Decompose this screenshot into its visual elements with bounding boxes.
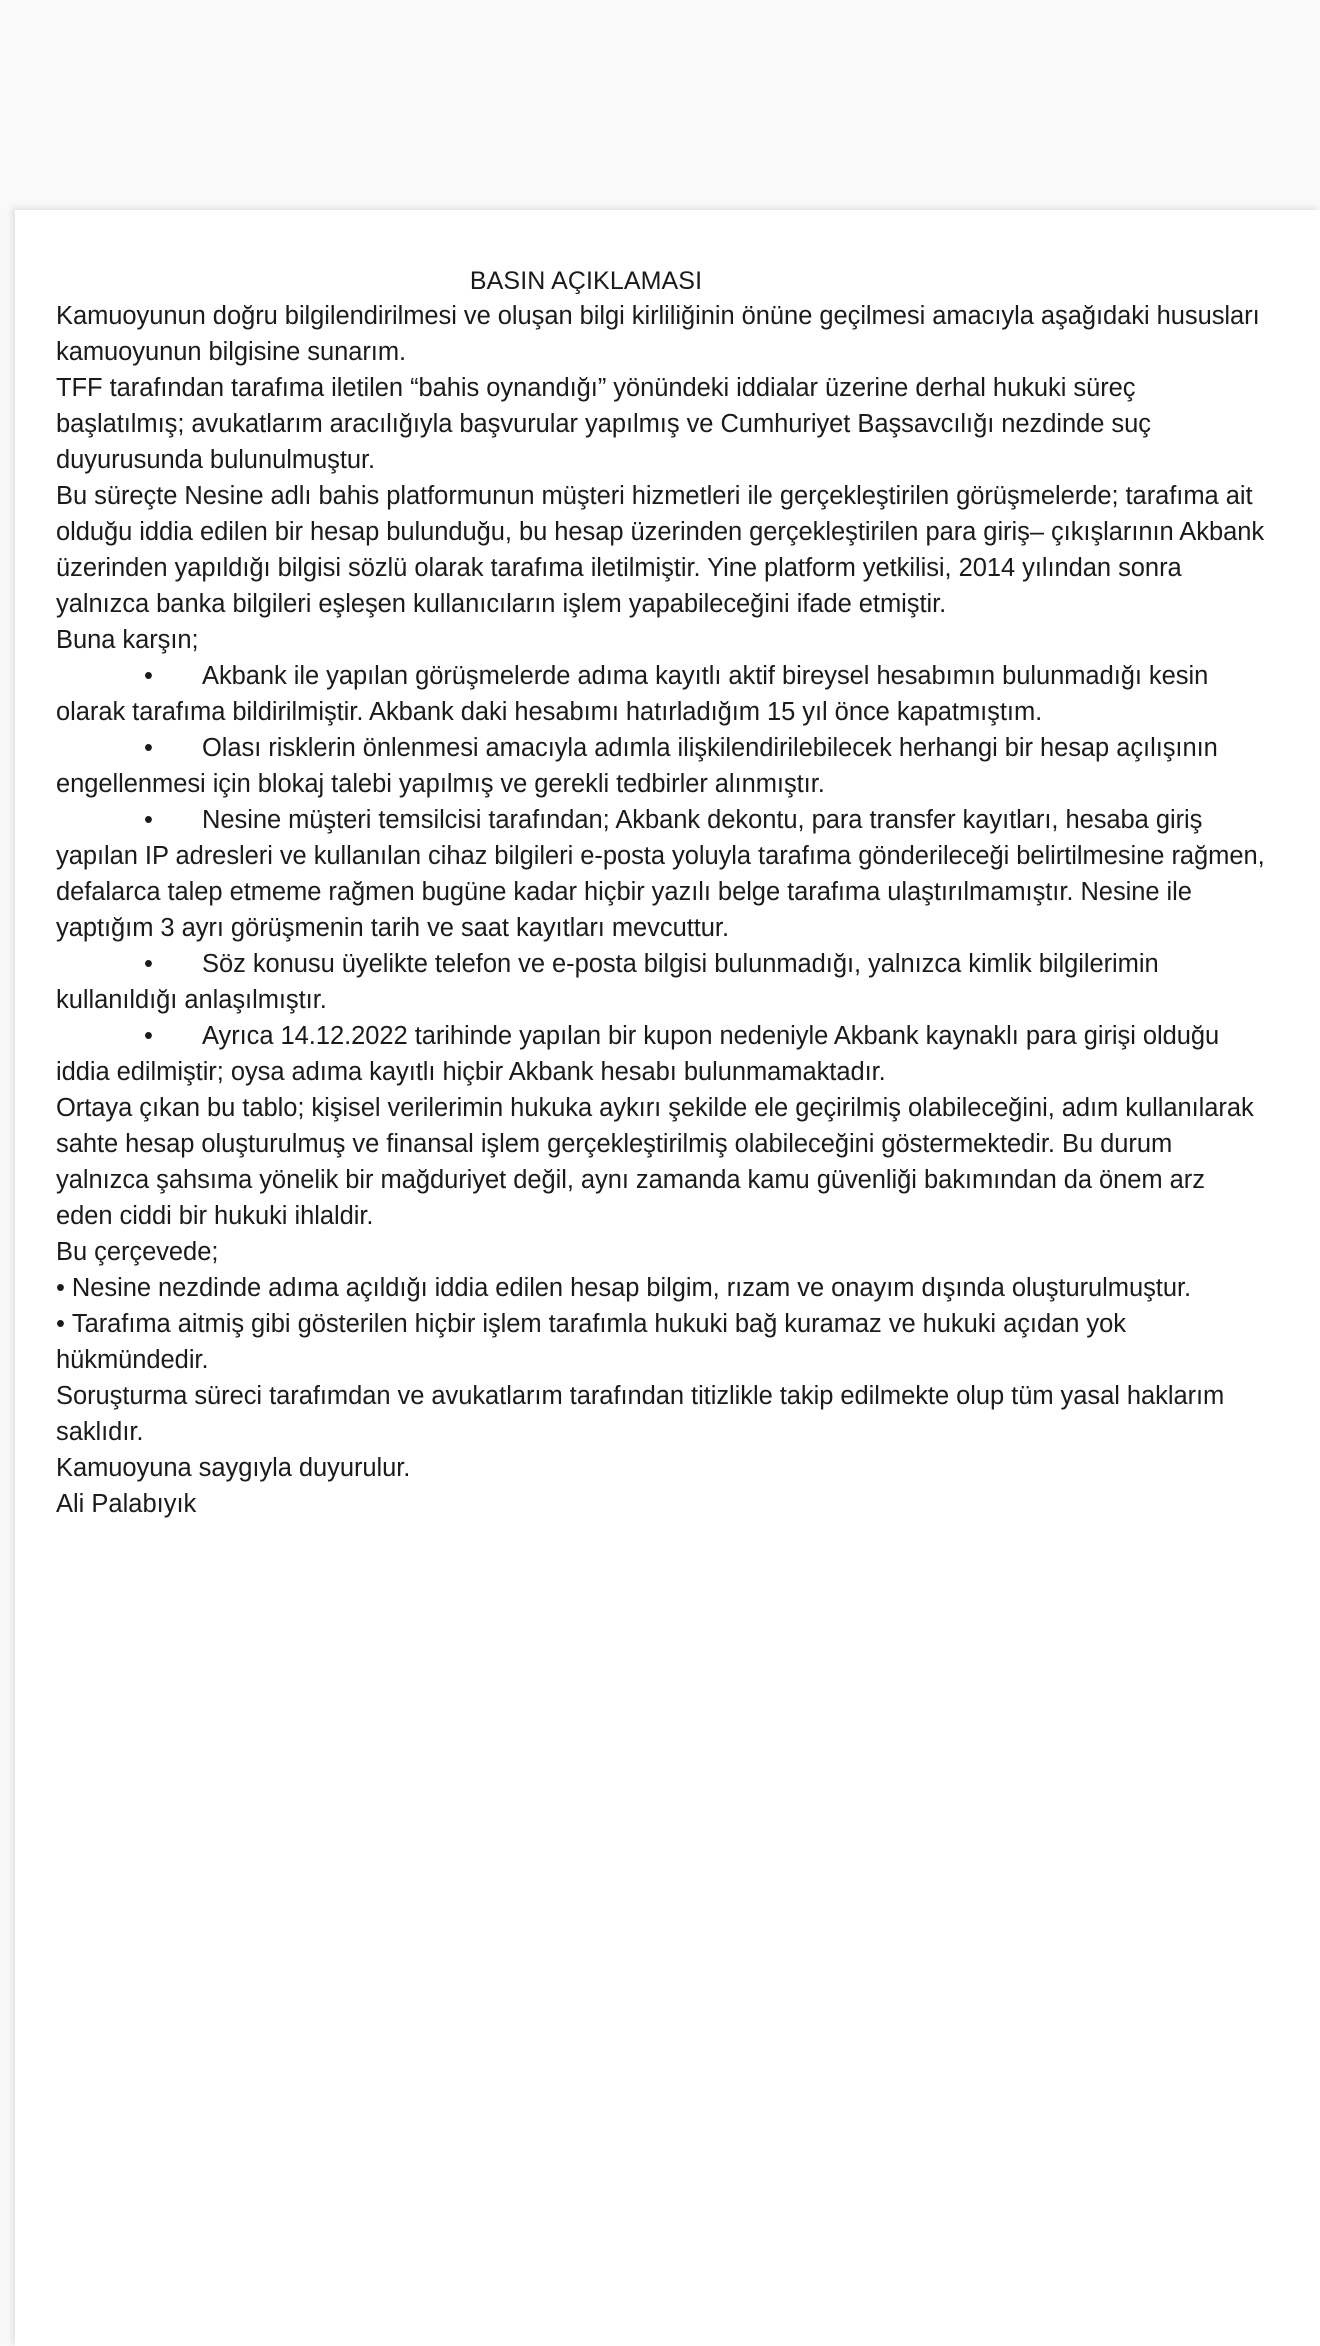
paragraph-lead-bu-cercevede: Bu çerçevede; <box>56 1238 219 1266</box>
bullet-icon: • <box>144 950 153 978</box>
paragraph-lead-buna-karsin: Buna karşın; <box>56 626 199 654</box>
list-item-text: Olası risklerin önlenmesi amacıyla adımla ilişkilendirilebilecek herhangi bir hesap açılışının engellenmesi için blokaj talebi yapılmış ve gerekli tedbirler alınmıştır. <box>56 734 1218 798</box>
list-item <box>56 802 1266 946</box>
list-item <box>56 946 1266 1018</box>
bullet-icon: • <box>56 1274 65 1302</box>
list-item-text: Tarafıma aitmiş gibi gösterilen hiçbir işlem tarafımla hukuki bağ kuramaz ve hukuki açıdan yok hükmündedir. <box>56 1310 1126 1374</box>
paragraph-conclusion: Ortaya çıkan bu tablo; kişisel verilerimin hukuka aykırı şekilde ele geçirilmiş olabileceğini, adım kullanılarak sahte hesap oluşturulmuş ve finansal işlem gerçekleştirilmiş olabileceğini göstermektedir. Bu durum yalnızca şahsıma yönelik bir mağduriyet değil, aynı zamanda kamu güvenliği bakımından da önem arz eden ciddi bir hukuki ihlaldir. <box>56 1094 1254 1230</box>
page-title: BASIN AÇIKLAMASI <box>469 267 703 295</box>
bullet-icon: • <box>144 734 153 762</box>
bullet-icon: • <box>144 806 153 834</box>
signature-name: Ali Palabıyık <box>56 1490 197 1518</box>
bullet-icon: • <box>144 662 153 690</box>
list-item <box>56 1306 1266 1378</box>
list-item-text: Akbank ile yapılan görüşmelerde adıma kayıtlı aktif bireysel hesabımın bulunmadığı kesin olarak tarafıma bildirilmiştir. Akbank daki hesabımı hatırladığım 15 yıl önce kapatmıştım. <box>56 662 1209 726</box>
list-item-text: Nesine müşteri temsilcisi tarafından; Akbank dekontu, para transfer kayıtları, hesaba giriş yapılan IP adresleri ve kullanılan cihaz bilgileri e-posta yoluyla tarafıma gönderileceği belirtilmesine rağmen, defalarca talep etmeme rağmen bugüne kadar hiçbir yazılı belge tarafıma ulaştırılmamıştır. Nesine ile yaptığım 3 ayrı görüşmenin tarih ve saat kayıtları mevcuttur. <box>56 806 1265 942</box>
list-item <box>56 1270 1266 1306</box>
paragraph-investigation-followup: Soruşturma süreci tarafımdan ve avukatlarım tarafından titizlikle takip edilmekte olup tüm yasal haklarım saklıdır. <box>56 1382 1225 1446</box>
list-item-text: Ayrıca 14.12.2022 tarihinde yapılan bir kupon nedeniyle Akbank kaynaklı para girişi olduğu iddia edilmiştir; oysa adıma kayıtlı hiçbir Akbank hesabı bulunmamaktadır. <box>56 1022 1220 1086</box>
bullet-icon: • <box>56 1310 65 1338</box>
list-item-text: Nesine nezdinde adıma açıldığı iddia edilen hesap bilgim, rızam ve onayım dışında oluşturulmuştur. <box>71 1274 1192 1302</box>
list-item <box>56 730 1266 802</box>
list-item <box>56 658 1266 730</box>
list-item-text: Söz konusu üyelikte telefon ve e-posta bilgisi bulunmadığı, yalnızca kimlik bilgilerimin kullanıldığı anlaşılmıştır. <box>56 950 1159 1014</box>
document-body <box>56 210 1266 1522</box>
paragraph-respect-closing: Kamuoyuna saygıyla duyurulur. <box>56 1454 411 1482</box>
paragraph-intro: Kamuoyunun doğru bilgilendirilmesi ve oluşan bilgi kirliliğinin önüne geçilmesi amacıyla aşağıdaki hususları kamuoyunun bilgisine sunarım. <box>56 302 1260 366</box>
paragraph-legal-process: TFF tarafından tarafıma iletilen “bahis oynandığı” yönündeki iddialar üzerine derhal hukuki süreç başlatılmış; avukatlarım aracılığıyla başvurular yapılmış ve Cumhuriyet Başsavcılığı nezdinde suç duyurusunda bulunulmuştur. <box>56 374 1151 474</box>
list-item <box>56 1018 1266 1090</box>
document-card <box>15 210 1320 2346</box>
paragraph-nesine-platform: Bu süreçte Nesine adlı bahis platformunun müşteri hizmetleri ile gerçekleştirilen görüşmelerde; tarafıma ait olduğu iddia edilen bir hesap bulunduğu, bu hesap üzerinden gerçekleştirilen para giriş– çıkışlarının Akbank üzerinden yapıldığı bilgisi sözlü olarak tarafıma iletilmiştir. Yine platform yetkilisi, 2014 yılından sonra yalnızca banka bilgileri eşleşen kullanıcıların işlem yapabileceğini ifade etmiştir. <box>56 482 1265 618</box>
bullet-icon: • <box>144 1022 153 1050</box>
